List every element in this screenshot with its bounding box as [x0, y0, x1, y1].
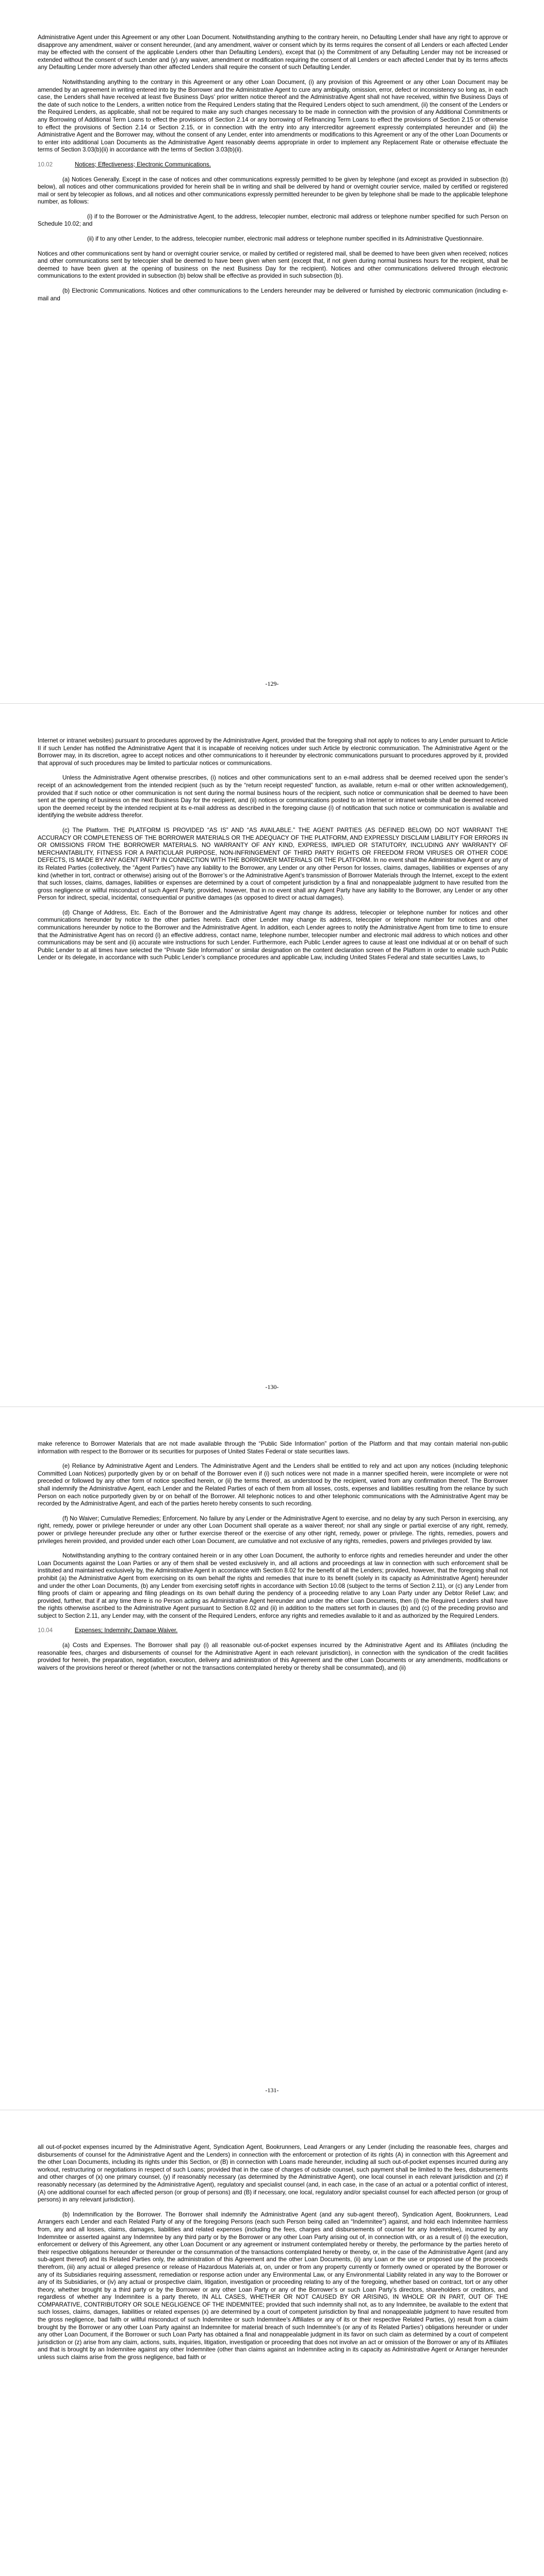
page-number: -130-	[265, 1383, 279, 1391]
page-separator	[0, 1406, 544, 1407]
paragraph: Notwithstanding anything to the contrary contained herein or in any other Loan Document, the authority to enforce rights and remedies hereunder and under the other Loan Documents against the Loan Parties or any of them shall be vested exclusively in, and all actions and proceedings at law in connection with such enforcement shall be instituted and maintained exclusively by, the Administrative Agent in accordance with Section 8.02 for the benefit of all the Lenders; provided, however, that the foregoing shall not prohibit (a) the Administrative Agent from exercising on its own behalf the rights and remedies that inure to its benefit (solely in its capacity as Administrative Agent) hereunder and under the other Loan Documents, (b) any Lender from exercising setoff rights in accordance with Section 10.08 (subject to the terms of Section 2.11), or (c) any Lender from filing proofs of claim or appearing and filing pleadings on its own behalf during the pendency of a proceeding relative to any Loan Party under any Debtor Relief Law; and provided, further, that if at any time there is no Person acting as Administrative Agent hereunder and under the other Loan Documents, then (i) the Required Lenders shall have the rights otherwise ascribed to the Administrative Agent pursuant to Section 8.02 and (ii) in addition to the matters set forth in clauses (b) and (c) of the preceding proviso and subject to Section 2.11, any Lender may, with the consent of the Required Lenders, enforce any rights and remedies available to it and as authorized by the Required Lenders.	[38, 1552, 508, 1619]
paragraph: Unless the Administrative Agent otherwise prescribes, (i) notices and other communications sent to an e-mail address shall be deemed received upon the sender’s receipt of an acknowledgement from the intended recipient (such as by the “return receipt requested” function, as available, return e-mail or other written acknowledgement), provided that if such notice or other communication is not sent during the normal business hours of the recipient, such notice or communication shall be deemed to have been sent at the opening of business on the next Business Day for the recipient, and (ii) notices or communications posted to an Internet or intranet website shall be deemed received upon the deemed receipt by the intended recipient at its e-mail address as described in the foregoing clause (i) of notification that such notice or communication is available and identifying the website address therefor.	[38, 774, 508, 819]
paragraph: (c) The Platform. THE PLATFORM IS PROVIDED “AS IS” AND “AS AVAILABLE.” THE AGENT PARTIES (AS DEFINED BELOW) DO NOT WARRANT THE ACCURACY OR COMPLETENESS OF THE BORROWER MATERIALS OR THE ADEQUACY OF THE PLATFORM, AND EXPRESSLY DISCLAIM LIABILITY FOR ERRORS IN OR OMISSIONS FROM THE BORROWER MATERIALS. NO WARRANTY OF ANY KIND, EXPRESS, IMPLIED OR STATUTORY, INCLUDING ANY WARRANTY OF MERCHANTABILITY, FITNESS FOR A PARTICULAR PURPOSE, NON-INFRINGEMENT OF THIRD PARTY RIGHTS OR FREEDOM FROM VIRUSES OR OTHER CODE DEFECTS, IS MADE BY ANY AGENT PARTY IN CONNECTION WITH THE BORROWER MATERIALS OR THE PLATFORM. In no event shall the Administrative Agent or any of its Related Parties (collectively, the “Agent Parties”) have any liability to the Borrower, any Lender or any other Person for losses, claims, damages, liabilities or expenses of any kind (whether in tort, contract or otherwise) arising out of the Borrower’s or the Administrative Agent’s transmission of Borrower Materials through the Internet, except to the extent that such losses, claims, damages, liabilities or expenses are determined by a court of competent jurisdiction by a final and nonappealable judgment to have resulted from the gross negligence or willful misconduct of such Agent Party; provided, however, that in no event shall any Agent Party have any liability to the Borrower, any Lender or any other Person for indirect, special, incidental, consequential or punitive damages (as opposed to direct or actual damages).	[38, 826, 508, 902]
section-number: 10.02	[38, 161, 53, 168]
paragraph: (ii) if to any other Lender, to the address, telecopier number, electronic mail address or telephone number specified in its Administrative Questionnaire.	[87, 235, 484, 243]
page-number: -129-	[265, 680, 279, 687]
paragraph: Internet or intranet websites) pursuant to procedures approved by the Administrative Agent, provided that the foregoing shall not apply to notices to any Lender pursuant to Article II if such Lender has notified the Administrative Agent that it is incapable of receiving notices under such Article by electronic communication. The Administrative Agent or the Borrower may, in its discretion, agree to accept notices and other communications to it hereunder by electronic communications pursuant to procedures approved by it, provided that approval of such procedures may be limited to particular notices or communications.	[38, 737, 508, 767]
section-heading	[38, 161, 508, 169]
paragraph: (a) Costs and Expenses. The Borrower shall pay (i) all reasonable out-of-pocket expenses incurred by the Administrative Agent and its Affiliates (including the reasonable fees, charges and disbursements of counsel for the Administrative Agent in each relevant jurisdiction), in connection with the syndication of the credit facilities provided for herein, the preparation, negotiation, execution, delivery and administration of this Agreement and the other Loan Documents or any amendments, modifications or waivers of the provisions hereof or thereof (whether or not the transactions contemplated hereby or thereby shall be consummated), and (ii)	[38, 1642, 508, 1671]
section-title: Expenses; Indemnity; Damage Waiver.	[75, 1627, 178, 1634]
paragraph: (b) Electronic Communications. Notices and other communications to the Lenders hereunder may be delivered or furnished by electronic communication (including e-mail and	[38, 287, 508, 302]
paragraph: make reference to Borrower Materials that are not made available through the “Public Side Information” portion of the Platform and that may contain material non-public information with respect to the Borrower or its securities for purposes of United States Federal or state securities laws.	[38, 1440, 508, 1455]
section-heading	[38, 1627, 508, 1635]
document-page	[0, 2110, 544, 2576]
page-body	[38, 34, 508, 310]
page-body	[38, 737, 508, 969]
paragraph: (i) if to the Borrower or the Administrative Agent, to the address, telecopier number, electronic mail address or telephone number specified for such Person on Schedule 10.02; and	[38, 213, 508, 228]
document-page	[0, 703, 544, 1406]
paragraph: Notwithstanding anything to the contrary in this Agreement or any other Loan Document, (i) any provision of this Agreement or any other Loan Document may be amended by an agreement in writing entered into by the Borrower and the Administrative Agent to cure any ambiguity, omission, error, defect or inconsistency so long as, in each case, the Lenders shall have received at least five Business Days’ prior written notice thereof and the Administrative Agent shall not have received, within five Business Days of the date of such notice to the Lenders, a written notice from the Required Lenders stating that the Required Lenders object to such amendment, (ii) the consent of the Lenders or the Required Lenders, as applicable, shall not be required to make any such changes necessary to be made in connection with the provision of any Additional Commitments or any Borrowing of Additional Term Loans to effect the provisions of Section 2.14 or any borrowing of Refinancing Term Loans to effect the provisions of Section 2.15 or otherwise to effect the provisions of Section 2.14 or Section 2.15, or in connection with the entry into any intercreditor agreement expressly contemplated hereunder and (iii) the Administrative Agent and the Borrower may, without the consent of any Lender, enter into amendments or modifications to this Agreement or any of the other Loan Documents or to enter into additional Loan Documents as the Administrative Agent reasonably deems appropriate in order to implement any Replacement Rate or otherwise effectuate the terms of Section 3.03(b)(ii) in accordance with the terms of Section 3.03(b)(ii).	[38, 78, 508, 154]
paragraph: (f) No Waiver; Cumulative Remedies; Enforcement. No failure by any Lender or the Administrative Agent to exercise, and no delay by any such Person in exercising, any right, remedy, power or privilege hereunder or under any other Loan Document shall operate as a waiver thereof; nor shall any single or partial exercise of any right, remedy, power or privilege hereunder preclude any other or further exercise thereof or the exercise of any other right, remedy, power or privilege. The rights, remedies, powers and privileges herein provided, and provided under each other Loan Document, are cumulative and not exclusive of any rights, remedies, powers and privileges provided by law.	[38, 1515, 508, 1545]
paragraph: (e) Reliance by Administrative Agent and Lenders. The Administrative Agent and the Lenders shall be entitled to rely and act upon any notices (including telephonic Committed Loan Notices) purportedly given by or on behalf of the Borrower even if (i) such notices were not made in a manner specified herein, were incomplete or were not preceded or followed by any other form of notice specified herein, or (ii) the terms thereof, as understood by the recipient, varied from any confirmation thereof. The Borrower shall indemnify the Administrative Agent, each Lender and the Related Parties of each of them from all losses, costs, expenses and liabilities resulting from the reliance by such Person on each notice purportedly given by or on behalf of the Borrower. All telephonic notices to and other telephonic communications with the Administrative Agent may be recorded by the Administrative Agent, and each of the parties hereto hereby consents to such recording.	[38, 1463, 508, 1507]
page-body	[38, 2144, 508, 2369]
section-title: Notices; Effectiveness; Electronic Communications.	[75, 161, 211, 168]
paragraph: (a) Notices Generally. Except in the case of notices and other communications expressly permitted to be given by telephone (and except as provided in subsection (b) below), all notices and other communications provided for herein shall be in writing and shall be delivered by hand or overnight courier service, mailed by certified or registered mail or sent by telecopier as follows, and all notices and other communications expressly permitted hereunder to be given by telephone shall be made to the applicable telephone number, as follows:	[38, 176, 508, 206]
paragraph: Notices and other communications sent by hand or overnight courier service, or mailed by certified or registered mail, shall be deemed to have been given when received; notices and other communications sent by telecopier shall be deemed to have been given when sent (except that, if not given during normal business hours for the recipient, shall be deemed to have been given at the opening of business on the next Business Day for the recipient). Notices and other communications delivered through electronic communications to the extent provided in subsection (b) below shall be effective as provided in such subsection (b).	[38, 250, 508, 280]
paragraph: Administrative Agent under this Agreement or any other Loan Document. Notwithstanding anything to the contrary herein, no Defaulting Lender shall have any right to approve or disapprove any amendment, waiver or consent hereunder, (and any amendment, waiver or consent which by its terms requires the consent of all Lenders or each affected Lender may be effected with the consent of the applicable Lenders other than Defaulting Lenders), except that (x) the Commitment of any Defaulting Lender may not be increased or extended without the consent of such Lender and (y) any waiver, amendment or modification requiring the consent of all Lenders or each affected Lender that by its terms affects any Defaulting Lender more adversely than other affected Lenders shall require the consent of such Defaulting Lender.	[38, 34, 508, 71]
paragraph: (d) Change of Address, Etc. Each of the Borrower and the Administrative Agent may change its address, telecopier or telephone number for notices and other communications hereunder by notice to the other parties hereto. Each other Lender may change its address, telecopier or telephone number for notices and other communications hereunder by notice to the Borrower and the Administrative Agent. In addition, each Lender agrees to notify the Administrative Agent from time to time to ensure that the Administrative Agent has on record (i) an effective address, contact name, telephone number, telecopier number and electronic mail address to which notices and other communications may be sent and (ii) accurate wire instructions for such Lender. Furthermore, each Public Lender agrees to cause at least one individual at or on behalf of such Public Lender to at all times have selected the “Private Side Information” or similar designation on the content declaration screen of the Platform in order to enable such Public Lender or its delegate, in accordance with such Public Lender’s compliance procedures and applicable Law, including United States Federal and state securities Laws, to	[38, 909, 508, 961]
page-number: -131-	[265, 2087, 279, 2094]
document-page	[0, 0, 544, 703]
paragraph: (b) Indemnification by the Borrower. The Borrower shall indemnify the Administrative Agent (and any sub-agent thereof), Syndication Agent, Bookrunners, Lead Arrangers each Lender and each Related Party of any of the foregoing Persons (each such Person being called an “Indemnitee”) against, and hold each Indemnitee harmless from, any and all losses, claims, damages, liabilities and related expenses (including the fees, charges and disbursements of counsel for any Indemnitee), incurred by any Indemnitee or asserted against any Indemnitee by any third party or by the Borrower or any other Loan Party arising out of, in connection with, or as a result of (i) the execution, enforcement or delivery of this Agreement, any other Loan Document or any agreement or instrument contemplated hereby or thereby, the performance by the parties hereto of their respective obligations hereunder or thereunder or the consummation of the transactions contemplated hereby or thereby, or, in the case of the Administrative Agent (and any sub-agent thereof) and its Related Parties only, the administration of this Agreement and the other Loan Documents, (ii) any Loan or the use or proposed use of the proceeds therefrom, (iii) any actual or alleged presence or release of Hazardous Materials at, on, under or from any property currently or formerly owned or operated by the Borrower or any of its Subsidiaries requiring assessment, remediation or response action under any Environmental Law, or any Environmental Liability related in any way to the Borrower or any of its Subsidiaries, or (iv) any actual or prospective claim, litigation, investigation or proceeding relating to any of the foregoing, whether based on contract, tort or any other theory, whether brought by a third party or by the Borrower or any other Loan Party or any of the Borrower’s or such Loan Party’s directors, shareholders or creditors, and regardless of whether any Indemnitee is a party thereto, IN ALL CASES, WHETHER OR NOT CAUSED BY OR ARISING, IN WHOLE OR IN PART, OUT OF THE COMPARATIVE, CONTRIBUTORY OR SOLE NEGLIGENCE OF THE INDEMNITEE; provided that such indemnity shall not, as to any Indemnitee, be available to the extent that such losses, claims, damages, liabilities or related expenses (x) are determined by a court of competent jurisdiction by final and nonappealable judgment to have resulted from the gross negligence, bad faith or willful misconduct of such Indemnitee or such Indemnitee’s Affiliates or any of its or their respective Related Parties, (y) result from a claim brought by the Borrower or any other Loan Party against an Indemnitee for material breach of such Indemnitee’s (or any of its Related Parties’) obligations hereunder or under any other Loan Document, if the Borrower or such Loan Party has obtained a final and nonappealable judgment in its favor on such claim as determined by a court of competent jurisdiction or (z) arise from any claim, actions, suits, inquiries, litigation, investigation or proceeding that does not involve an act or omission of the Borrower or any of its Affiliates and that is brought by an Indemnitee against any other Indemnitee (other than claims against an Indemnitee acting in its capacity as Administrative Agent or Arranger hereunder unless such claims arise from the gross negligence, bad faith or	[38, 2211, 508, 2361]
page-separator	[0, 703, 544, 704]
paragraph: all out-of-pocket expenses incurred by the Administrative Agent, Syndication Agent, Bookrunners, Lead Arrangers or any Lender (including the reasonable fees, charges and disbursements of counsel for the Administrative Agent and the Lenders) in connection with the enforcement or protection of its rights (A) in connection with this Agreement and the other Loan Documents, including its rights under this Section, or (B) in connection with Loans made hereunder, including all such out-of-pocket expenses incurred during any workout, restructuring or negotiations in respect of such Loans; provided that in the case of charges of outside counsel, such payment shall be limited to the fees, disbursements and other charges of (x) one primary counsel, (y) if reasonably necessary (as determined by the Administrative Agent), one local counsel in each relevant jurisdiction and (z) if reasonably necessary (as determined by the Administrative Agent), regulatory and specialist counsel (and, in each case, in the case of an actual or a potential conflict of interest, (A) one additional counsel for each affected person (or group of persons) and (B) if necessary, one local, regulatory and/or specialist counsel for each affected person (or group of persons) in any relevant jurisdiction).	[38, 2144, 508, 2204]
section-number: 10.04	[38, 1627, 53, 1634]
page-body	[38, 1440, 508, 1679]
document-page	[0, 1406, 544, 2110]
